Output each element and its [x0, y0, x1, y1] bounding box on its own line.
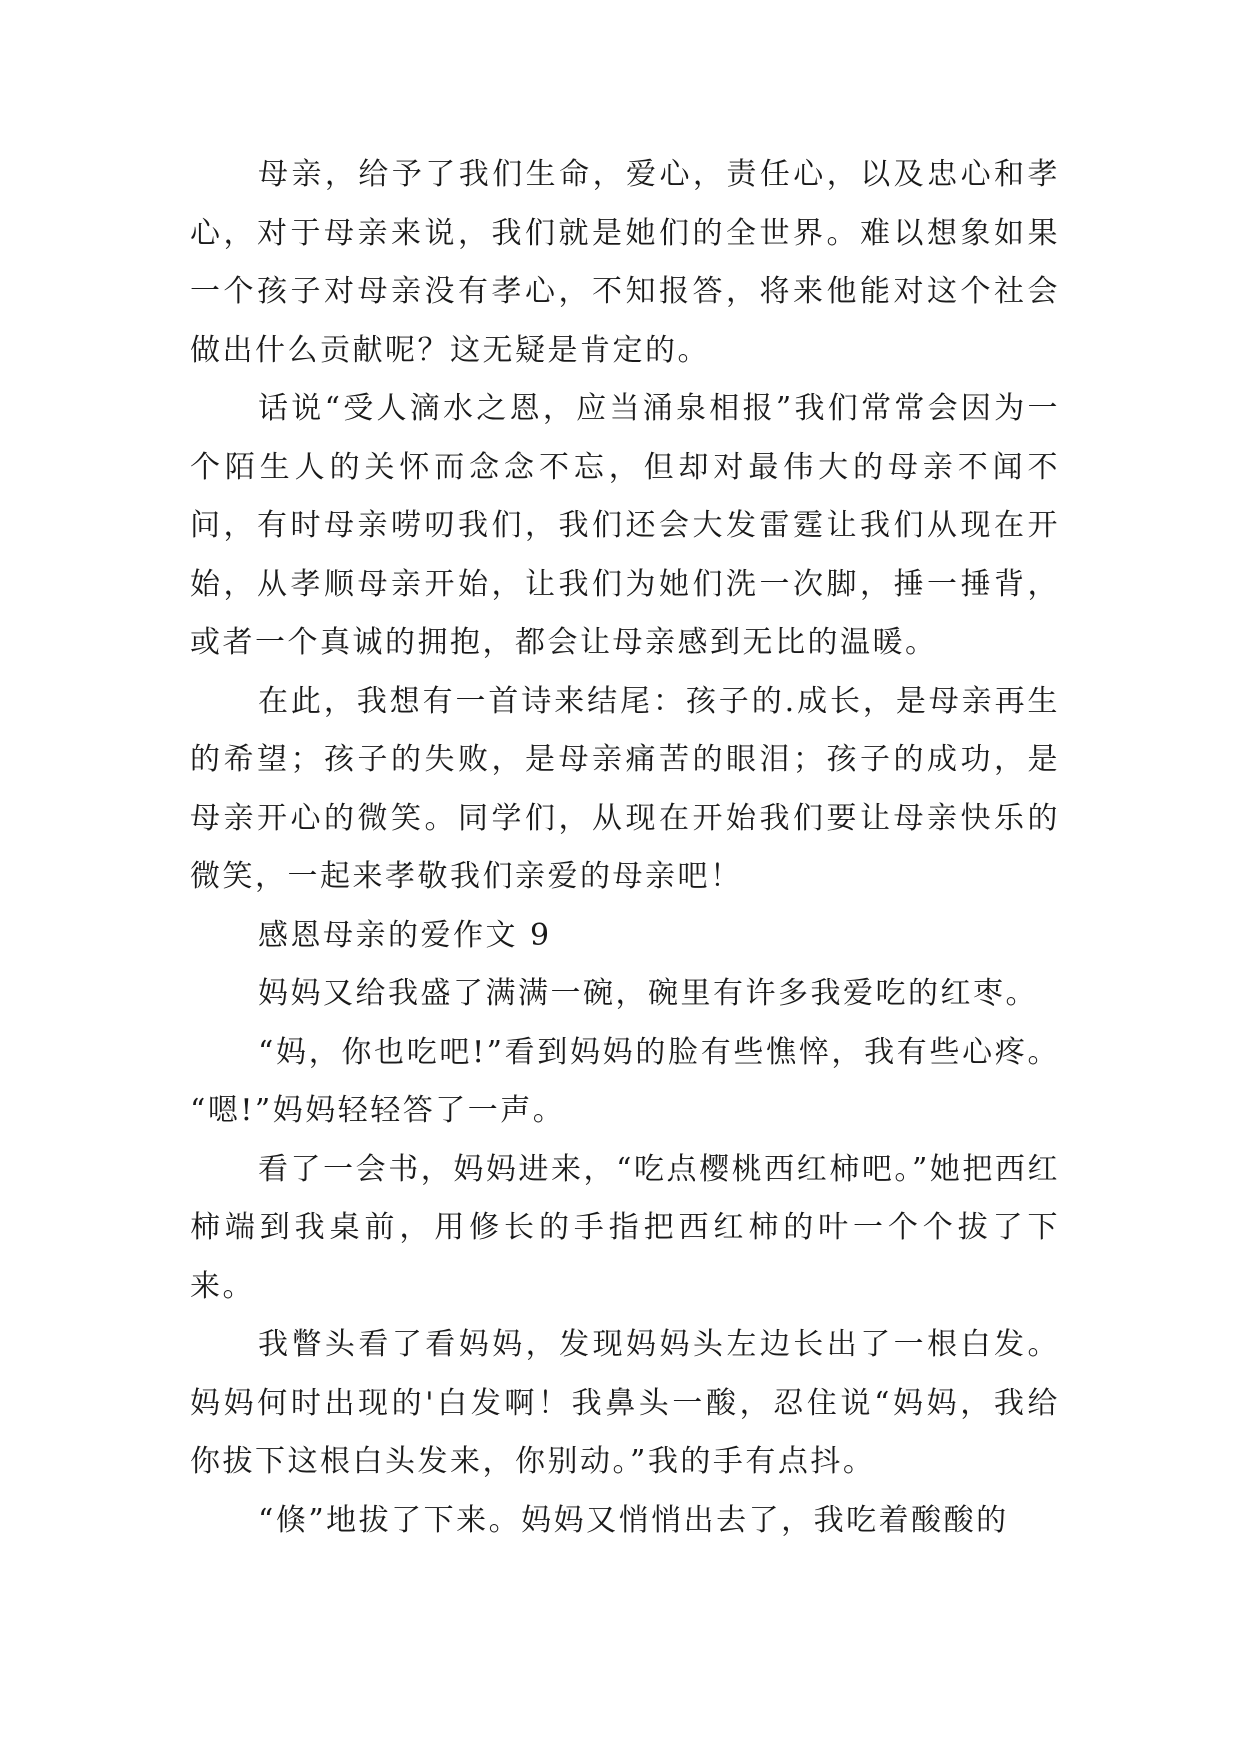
paragraph-plucked-hair: “倏”地拔了下来。妈妈又悄悄出去了，我吃着酸酸的 — [258, 1502, 1009, 1538]
paragraph-bowl-of-dates: 妈妈又给我盛了满满一碗，碗里有许多我爱吃的红枣。 — [258, 976, 1038, 1011]
paragraph-closing-poem: 在此，我想有一首诗来结尾：孩子的.成长，是母亲再生的希望；孩子的失败，是母亲痛苦的眼泪；孩子的成功，是母亲开心的微笑。同学们，从现在开始我们要让母亲快乐的微笑，一起来孝敬我们亲爱的母亲吧！ — [190, 683, 1060, 894]
paragraph-mother-gift: 母亲，给予了我们生命，爱心，责任心，以及忠心和孝心，对于母亲来说，我们就是她们的全世界。难以想象如果一个孩子对母亲没有孝心，不知报答，将来他能对这个社会做出什么贡献呢？这无疑是肯定的。 — [190, 157, 1060, 368]
section-title: 感恩母亲的爱作文 9 — [258, 917, 552, 953]
paragraph-repay-kindness: 话说“受人滴水之恩，应当涌泉相报”我们常常会因为一个陌生人的关怀而念念不忘，但却对最伟大的母亲不闻不问，有时母亲唠叨我们，我们还会大发雷霆让我们从现在开始，从孝顺母亲开始，让我们为她们洗一次脚，捶一捶背，或者一个真诚的拥抱，都会让母亲感到无比的温暖。 — [190, 391, 1060, 660]
paragraph-tomatoes: 看了一会书，妈妈进来，“吃点樱桃西红柿吧。”她把西红柿端到我桌前，用修长的手指把西红柿的叶一个个拔了下来。 — [190, 1151, 1060, 1304]
paragraph-mom-eat-too: “妈，你也吃吧!”看到妈妈的脸有些憔悴，我有些心疼。 “嗯!”妈妈轻轻答了一声。 — [190, 1034, 1060, 1128]
paragraph-white-hair: 我瞥头看了看妈妈，发现妈妈头左边长出了一根白发。妈妈何时出现的'白发啊！我鼻头一酸，忍住说“妈妈，我给你拔下这根白头发来，你别动。”我的手有点抖。 — [190, 1327, 1060, 1479]
document-page — [190, 146, 1060, 1550]
